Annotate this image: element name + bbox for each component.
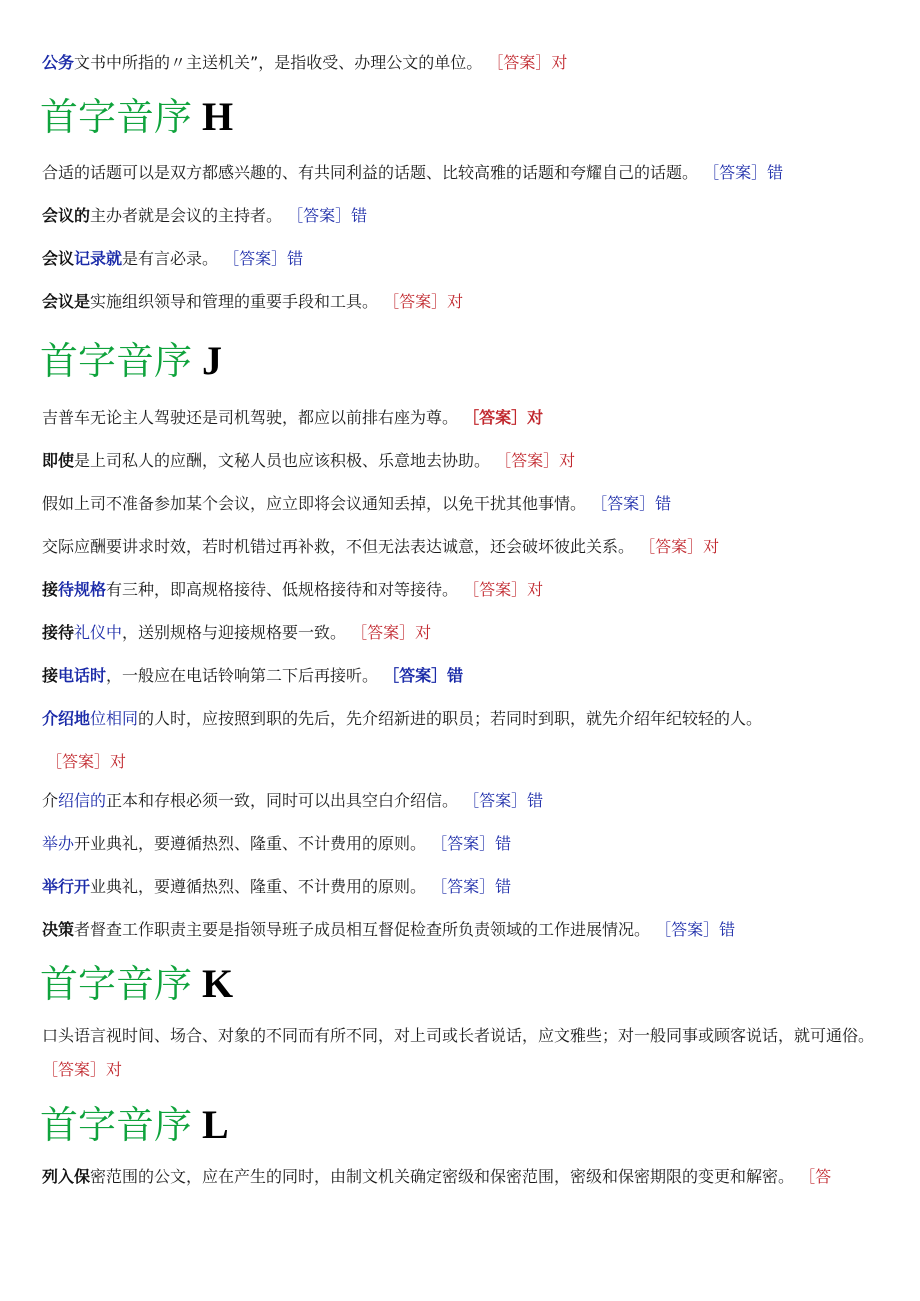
question-item	[42, 407, 880, 429]
heading-letter: L	[202, 1102, 229, 1147]
heading-text: 首字音序	[40, 962, 193, 1006]
question-lead-highlight: 礼仪中	[74, 623, 123, 642]
heading-letter: K	[202, 961, 234, 1006]
answer-label: ［答案］错	[287, 206, 368, 225]
answer-label: ［答案］错	[463, 791, 544, 810]
question-item	[42, 450, 880, 472]
question-lead-highlight: 记录就	[74, 249, 123, 268]
question-text: 是上司私人的应酬，文秘人员也应该积极、乐意地去协助。	[74, 451, 491, 470]
answer-label: ［答案］对	[463, 408, 544, 427]
question-lead-highlight: 电话时	[58, 666, 107, 685]
question-text: 者督查工作职责主要是指领导班子成员相互督促检查所负责领域的工作进展情况。	[74, 920, 651, 939]
question-lead: 公务	[42, 53, 75, 72]
answer-label: ［答案］对	[495, 451, 576, 470]
heading-letter: J	[202, 338, 223, 383]
question-item	[42, 291, 880, 313]
question-lead: 列入保	[42, 1167, 91, 1186]
question-lead: 会议	[42, 249, 75, 268]
question-item	[42, 702, 880, 736]
answer-label: ［答案］对	[351, 623, 432, 642]
answer-line	[46, 751, 880, 773]
question-text: 正本和存根必须一致，同时可以出具空白介绍信。	[106, 791, 459, 810]
question-text: 的人时，应按照到职的先后，先介绍新进的职员；若同时到职，就先介绍年纪较轻的人。	[138, 709, 763, 728]
answer-label: ［答案］错	[223, 249, 304, 268]
question-text: ，一般应在电话铃响第二下后再接听。	[106, 666, 379, 685]
question-text: ，送别规格与迎接规格要一致。	[122, 623, 347, 642]
question-text: 密范围的公文，应在产生的同时，由制文机关确定密级和保密范围，密级和保密期限的变更和解密。	[90, 1167, 795, 1186]
question-item	[42, 205, 880, 227]
question-lead: 会议的	[42, 206, 91, 225]
heading-text: 首字音序	[40, 95, 193, 139]
question-item	[42, 52, 880, 74]
question-text: 开业典礼，要遵循热烈、隆重、不计费用的原则。	[74, 834, 427, 853]
question-item	[42, 579, 880, 601]
question-item	[42, 1166, 880, 1188]
question-lead: 接	[42, 580, 59, 599]
question-item	[42, 790, 880, 812]
question-lead: 会议是	[42, 292, 91, 311]
answer-label: ［答案］对	[639, 537, 720, 556]
section-heading	[40, 338, 880, 384]
answer-label: ［答案］对	[42, 1060, 123, 1079]
question-lead: 介	[42, 791, 59, 810]
question-text: 文书中所指的〃主送机关”，是指收受、办理公文的单位。	[74, 53, 483, 72]
question-item	[42, 248, 880, 270]
heading-text: 首字音序	[40, 1103, 193, 1147]
question-item	[42, 833, 880, 855]
question-lead-highlight: 位相同	[90, 709, 139, 728]
question-text: 实施组织领导和管理的重要手段和工具。	[90, 292, 379, 311]
answer-label: ［答案］错	[431, 834, 512, 853]
question-lead: 决策	[42, 920, 75, 939]
answer-label: ［答案］错	[591, 494, 672, 513]
question-text: 主办者就是会议的主持者。	[90, 206, 283, 225]
answer-label: ［答案］对	[487, 53, 568, 72]
answer-label: ［答案］对	[383, 292, 464, 311]
question-item	[42, 622, 880, 644]
question-item	[42, 162, 880, 184]
question-lead: 接待	[42, 623, 75, 642]
question-lead: 即使	[42, 451, 75, 470]
answer-label: ［答案］错	[703, 163, 784, 182]
answer-label: ［答案］对	[46, 752, 127, 771]
answer-label: ［答	[799, 1167, 832, 1186]
question-text: 有三种，即高规格接待、低规格接待和对等接待。	[106, 580, 459, 599]
question-item	[42, 536, 880, 558]
answer-label: ［答案］对	[463, 580, 544, 599]
question-lead: 举办	[42, 834, 75, 853]
question-item	[42, 665, 880, 687]
question-lead: 举行开	[42, 877, 91, 896]
question-lead: 介绍地	[42, 709, 91, 728]
question-text: 假如上司不准备参加某个会议，应立即将会议通知丢掉，以免干扰其他事情。	[42, 494, 587, 513]
question-text: 口头语言视时间、场合、对象的不同而有所不同，对上司或长者说话，应文雅些；对一般同事或顾客说话，就可通俗。	[42, 1026, 875, 1045]
section-heading	[40, 1102, 880, 1148]
answer-label: ［答案］错	[655, 920, 736, 939]
question-lead: 接	[42, 666, 59, 685]
question-item	[42, 919, 880, 941]
question-text: 是有言必录。	[122, 249, 219, 268]
heading-letter: H	[202, 94, 234, 139]
question-text: 业典礼，要遵循热烈、隆重、不计费用的原则。	[90, 877, 427, 896]
section-heading	[40, 961, 880, 1007]
question-item	[42, 493, 880, 515]
answer-label: ［答案］错	[383, 666, 464, 685]
question-text: 交际应酬要讲求时效，若时机错过再补救，不但无法表达诚意，还会破坏彼此关系。	[42, 537, 635, 556]
answer-label: ［答案］错	[431, 877, 512, 896]
section-heading	[40, 94, 880, 140]
question-text: 合适的话题可以是双方都感兴趣的、有共同利益的话题、比较高雅的话题和夸耀自己的话题。	[42, 163, 699, 182]
heading-text: 首字音序	[40, 339, 193, 383]
question-item	[42, 1019, 882, 1087]
question-item	[42, 876, 880, 898]
question-text: 吉普车无论主人驾驶还是司机驾驶，都应以前排右座为尊。	[42, 408, 459, 427]
question-lead-highlight: 绍信的	[58, 791, 107, 810]
question-lead-highlight: 待规格	[58, 580, 107, 599]
